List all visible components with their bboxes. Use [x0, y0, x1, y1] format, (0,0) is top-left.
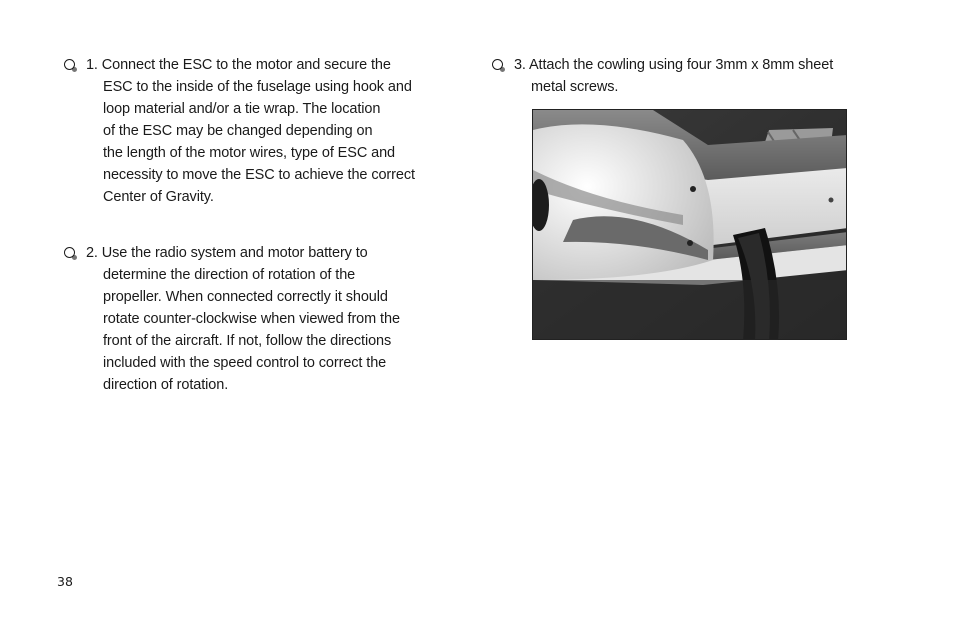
- page-number: 38: [57, 574, 73, 589]
- checkbox-circle-icon[interactable]: [492, 59, 503, 70]
- cowling-photo: [532, 109, 847, 340]
- step-3-line-2: metal screws.: [531, 79, 619, 95]
- step-3-first-line: 3. Attach the cowling using four 3mm x 8mm sheet: [513, 57, 834, 73]
- step-1: [64, 54, 434, 208]
- step-1-line-5: the length of the motor wires, type of ESC and: [103, 145, 396, 161]
- step-1-line-6: necessity to move the ESC to achieve the correct: [103, 167, 415, 183]
- step-2-line-5: front of the aircraft. If not, follow the directions: [103, 333, 392, 349]
- step-2-line-6: included with the speed control to correct the: [103, 355, 387, 371]
- step-1-line-7: Center of Gravity.: [103, 189, 214, 205]
- step-2-first-line: 2. Use the radio system and motor battery to: [85, 245, 368, 261]
- step-1-line-2: ESC to the inside of the fuselage using hook and: [103, 79, 412, 95]
- step-1-line-3: loop material and/or a tie wrap. The location: [103, 101, 381, 117]
- checkbox-circle-icon[interactable]: [64, 59, 75, 70]
- step-2-line-4: rotate counter-clockwise when viewed from the: [103, 311, 400, 327]
- step-1-line-4: of the ESC may be changed depending on: [103, 123, 373, 139]
- checkbox-circle-icon[interactable]: [64, 247, 75, 258]
- step-2-line-2: determine the direction of rotation of the: [103, 267, 356, 283]
- step-1-first-line: 1. Connect the ESC to the motor and secure the: [85, 57, 391, 73]
- cowling-photo-illustration: [533, 110, 847, 340]
- step-2: [64, 242, 434, 396]
- step-2-line-3: propeller. When connected correctly it should: [103, 289, 388, 305]
- step-2-line-7: direction of rotation.: [103, 377, 229, 393]
- step-3: [492, 54, 872, 98]
